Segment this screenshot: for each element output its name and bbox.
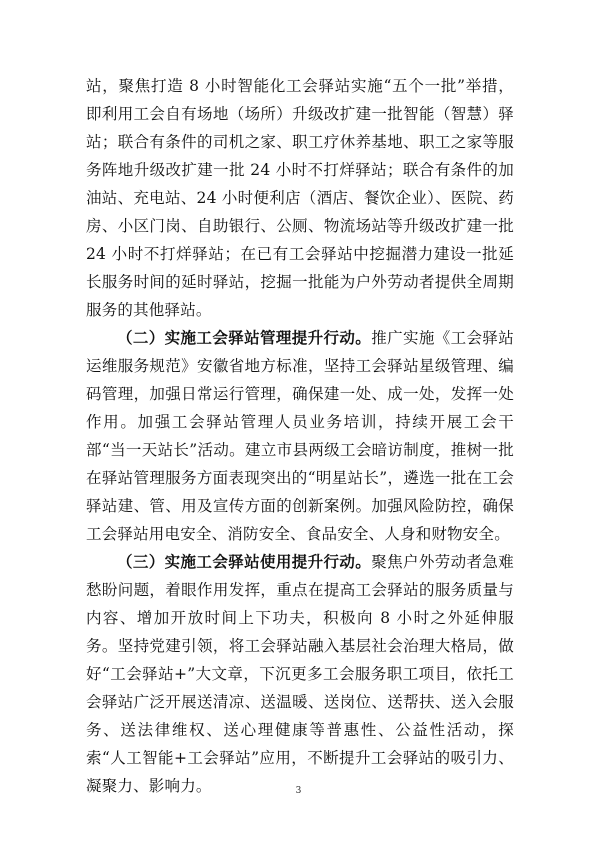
paragraph-text: 聚焦户外劳动者急难愁盼问题，着眼作用发挥，重点在提高工会驿站的服务质量与内容、增加开放时间上下功夫，积极向 8 小时之外延伸服务。坚持党建引领，将工会驿站融入基层社会治理大格局，做好“工会驿站+”大文章，下沉更多工会服务职工项目，依托工会驿站广泛开展送清凉、送温暖、送岗位、送帮扶、送入会服务、送法律维权、送心理健康等普惠性、公益性活动，探索“人工智能+工会驿站”应用，不断提升工会驿站的吸引力、凝聚力、影响力。 [86, 553, 514, 795]
page-number: 3 [295, 786, 302, 796]
paragraph-text: 站，聚焦打造 8 小时智能化工会驿站实施“五个一批”举措，即利用工会自有场地（场所）升级改扩建一批智能（智慧）驿站；联合有条件的司机之家、职工疗休养基地、职工之家等服务阵地升级改扩建一批 24 小时不打烊驿站；联合有条件的加油站、充电站、24 小时便利店（酒店、餐饮企业）、医院、药房、小区门岗、自助银行、公厕、物流场站等升级改扩建一批 24 小时不打烊驿站；在已有工会驿站中挖掘潜力建设一批延长服务时间的延时驿站，挖掘一批能为户外劳动者提供全周期服务的其他驿站。 [86, 77, 514, 319]
section-heading-usage: （三）实施工会驿站使用提升行动。 [117, 553, 372, 571]
document-body [86, 72, 514, 800]
paragraph-management [86, 324, 514, 548]
paragraph-text: 推广实施《工会驿站运维服务规范》安徽省地方标准，坚持工会驿站星级管理、编码管理，加强日常运行管理，确保建一处、成一处，发挥一处作用。加强工会驿站管理人员业务培训，持续开展工会干部“当一天站长”活动。建立市县两级工会暗访制度，推树一批在驿站管理服务方面表现突出的“明星站长”，遴选一批在工会驿站建、管、用及宣传方面的创新案例。加强风险防控，确保工会驿站用电安全、消防安全、食品安全、人身和财物安全。 [86, 329, 514, 543]
section-heading-management: （二）实施工会驿站管理提升行动。 [117, 329, 372, 347]
paragraph-continuation [86, 72, 514, 324]
paragraph-usage [86, 548, 514, 800]
